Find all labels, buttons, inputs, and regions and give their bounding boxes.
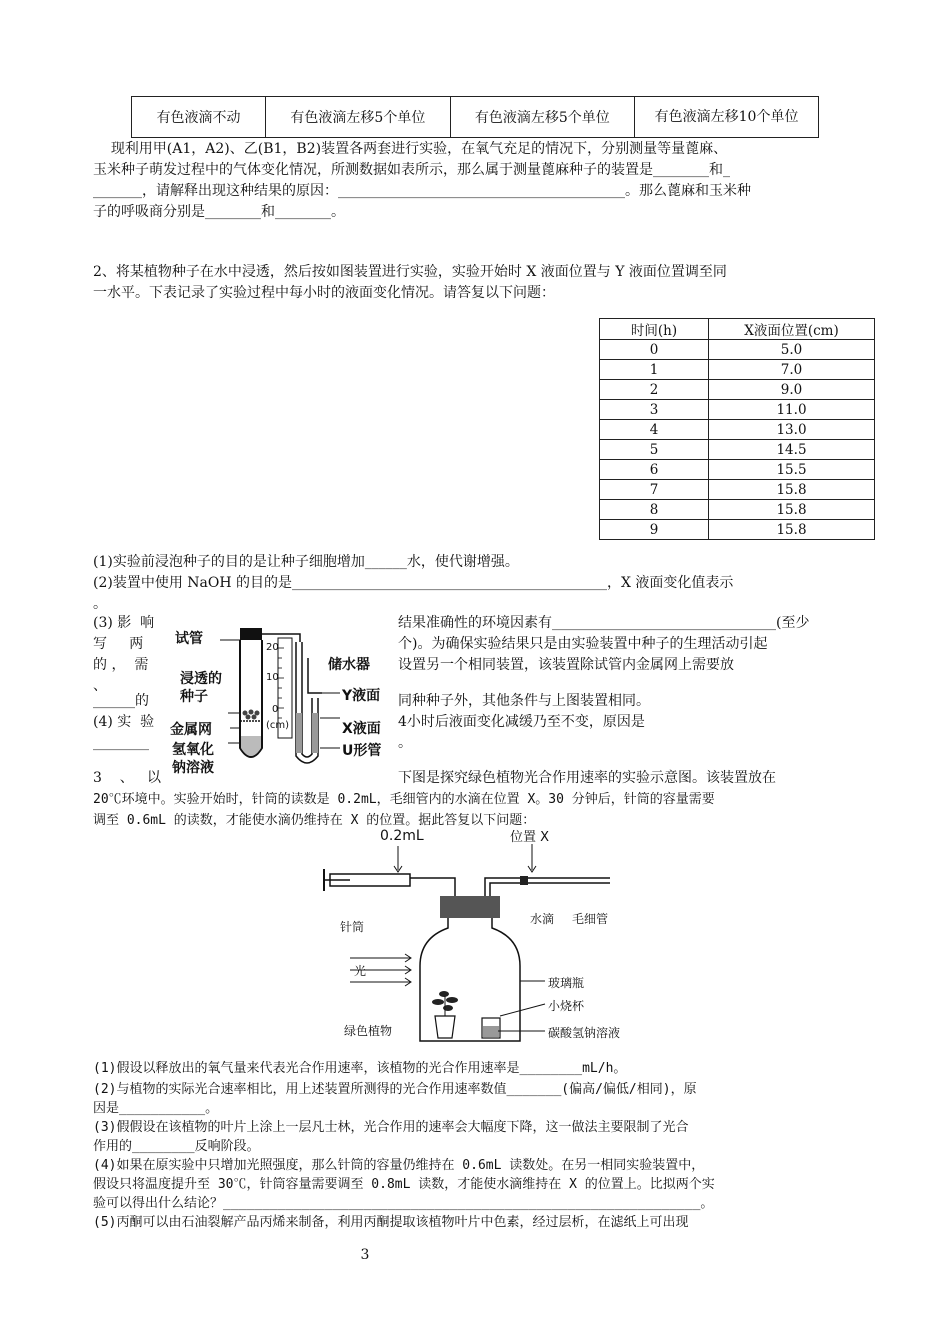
q2-line: 2、将某植物种子在水中浸透，然后按如图装置进行实验，实验开始时 X 液面位置与 Y 液面位置调至同 [93,264,727,280]
label-reservoir: 储水器 [328,657,370,673]
table-row [600,380,875,400]
table-header: 时间(h) [600,319,709,340]
q3-line: 20℃环境中。实验开始时，针筒的读数是 0.2mL，毛细管内的水滴在位置 X。30 分钟后，针筒的容量需要 [93,792,715,807]
q1-line: 现利用甲(A1，A2)、乙(B1，B2)装置各两套进行实验，在氧气充足的情况下，分别测量等量蓖麻、 [93,141,728,157]
table-cell: 有色液滴左移5个单位 [450,97,634,138]
q2-sub3-right: 设置另一个相同装置，该装置除试管内金属网上需要放 [398,657,734,673]
q3-sub2: 因是___________。 [93,1101,219,1116]
u-tube-figure [160,618,398,776]
q3-line-left: 3 、 以 [93,770,162,786]
table-header: X液面位置(cm) [709,319,875,340]
table-cell: 14.5 [709,440,875,460]
photosynthesis-diagram [320,826,630,1054]
label-syringe: 针筒 [340,920,365,934]
table-cell: 1 [600,360,709,380]
label-water-drop: 水滴 [530,912,555,926]
table-cell: 7 [600,480,709,500]
label-green-plant: 绿色植物 [344,1024,393,1038]
label-metal-mesh: 金属网 [170,722,212,738]
q2-sub1: (1)实验前浸泡种子的目的是让种子细胞增加______水，使代谢增强。 [93,554,519,570]
label-naoh-2: 钠溶液 [172,760,214,776]
q2-sub2: (2)装置中使用 NaOH 的目的是_____________________________________________，X 液面变化值表示 [93,575,734,591]
table-row [600,440,875,460]
table-row [600,420,875,440]
label-test-tube: 试管 [175,631,203,647]
q2-sub4-left: ________ [93,735,149,751]
q2-sub4-right: 。 [398,735,412,751]
label-seeds: 种子 [180,689,208,705]
table-row [600,400,875,420]
table-cell: 15.8 [709,480,875,500]
table-cell: 5 [600,440,709,460]
table-row [600,340,875,360]
q3-sub4: 验可以得出什么结论？_____________________________________________________________。 [93,1196,714,1211]
q2-sub4-right: 4小时后液面变化减缓乃至不变，原因是 [398,714,645,730]
label-x-level: X液面 [342,721,381,737]
q3-sub4: 假设只将温度提升至 30℃，针筒容量需要调至 0.8mL 读数，才能使水滴维持在 X 的位置上。比拟两个实 [93,1177,715,1192]
label-position-x: 位置 X [510,830,550,845]
table-cell: 8 [600,500,709,520]
q1-line: 子的呼吸商分别是________和________。 [93,204,345,220]
table-cell: 9.0 [709,380,875,400]
table-cell: 有色液滴不动 [132,97,266,138]
table-cell: 7.0 [709,360,875,380]
table-cell: 5.0 [709,340,875,360]
table-row [600,500,875,520]
q3-sub4: (4)如果在原实验中只增加光照强度，那么针筒的容量仍维持在 0.6mL 读数处。在另一相同实验装置中， [93,1158,705,1173]
q1-line: 玉米种子萌发过程中的气体变化情况，所测数据如表所示，那么属于测量蓖麻种子的装置是________和_ [93,162,730,178]
label-bicarbonate-solution: 碳酸氢钠溶液 [548,1026,621,1040]
ruler-unit: (cm) [266,720,290,731]
q3-sub5: (5)丙酮可以由石油裂解产品丙烯来制备，利用丙酮提取该植物叶片中色素，经过层析，在滤纸上可出现 [93,1215,689,1230]
q2-sub3-left: 、 [93,678,107,694]
q3-sub3: (3)假假设在该植物的叶片上涂上一层凡士林，光合作用的速率会大幅度下降，这一做法主要限制了光合 [93,1120,689,1135]
table-cell: 9 [600,520,709,540]
label-capillary: 毛细管 [572,912,609,926]
table-cell: 11.0 [709,400,875,420]
q3-line-right: 下图是探究绿色植物光合作用速率的实验示意图。该装置放在 [398,770,776,786]
table-row [600,520,875,540]
table-row [600,460,875,480]
table-row [600,360,875,380]
q1-line: _______，请解释出现这种结果的原因：_________________________________________。那么蓖麻和玉米种 [93,183,751,199]
table-cell: 13.0 [709,420,875,440]
q2-sub3-left: 写 两 [93,636,144,652]
table-cell: 15.8 [709,520,875,540]
table-cell: 0 [600,340,709,360]
table-cell: 2 [600,380,709,400]
q2-sub3-right: 个)。为确保实验结果只是由实验装置中种子的生理活动引起 [398,636,768,652]
label-y-level: Y液面 [342,688,381,704]
q2-sub3-left: (3) 影 响 [93,615,155,631]
q3-sub3: 作用的________反响阶段。 [93,1139,260,1154]
label-light: 光 [354,964,367,978]
label-small-beaker: 小烧杯 [548,999,585,1013]
label-naoh-1: 氢氧化 [172,742,214,758]
label-initial-reading: 0.2mL [380,828,424,844]
table-cell: 15.5 [709,460,875,480]
label-u-tube: U形管 [342,743,382,759]
table-cell: 4 [600,420,709,440]
q3-sub1: (1)假设以释放出的氧气量来代表光合作用速率，该植物的光合作用速率是________mL/h。 [93,1061,627,1076]
table-cell: 3 [600,400,709,420]
q2-sub4-left: (4) 实 验 [93,714,155,730]
table-row [600,480,875,500]
q2-sub3-right: 结果准确性的环境因素有________________________________(至少 [398,615,810,631]
label-glass-bottle: 玻璃瓶 [548,976,585,990]
table-cell: 有色液滴左移10个单位 [635,97,819,138]
result-table [131,96,819,138]
q3-line: 调至 0.6mL 的读数，才能使水滴仍维持在 X 的位置。据此答复以下问题： [93,813,536,828]
q2-sub3-left: 的 ， 需 [93,657,149,673]
q2-sub3-left: ______的 [93,693,149,709]
q2-sub2b: 。 [93,596,107,612]
table-cell: 6 [600,460,709,480]
table-cell: 有色液滴左移5个单位 [266,97,450,138]
label-soaked-seeds: 浸透的 [180,671,222,687]
q2-line: 一水平。下表记录了实验过程中每小时的液面变化情况。请答复以下问题： [93,285,555,301]
photosynthesis-figure [320,826,630,1054]
liquid-level-table [599,318,875,540]
page-number: 3 [360,1247,370,1263]
q3-sub2: (2)与植物的实际光合速率相比，用上述装置所测得的光合作用速率数值_______(偏高/偏低/相同)，原 [93,1082,697,1097]
ruler-tick-10: 10 [266,672,279,683]
ruler-tick-20: 20 [266,642,279,653]
table-cell: 15.8 [709,500,875,520]
q2-sub3-right: 同种种子外，其他条件与上图装置相同。 [398,693,650,709]
ruler-tick-0: 0 [272,704,279,715]
